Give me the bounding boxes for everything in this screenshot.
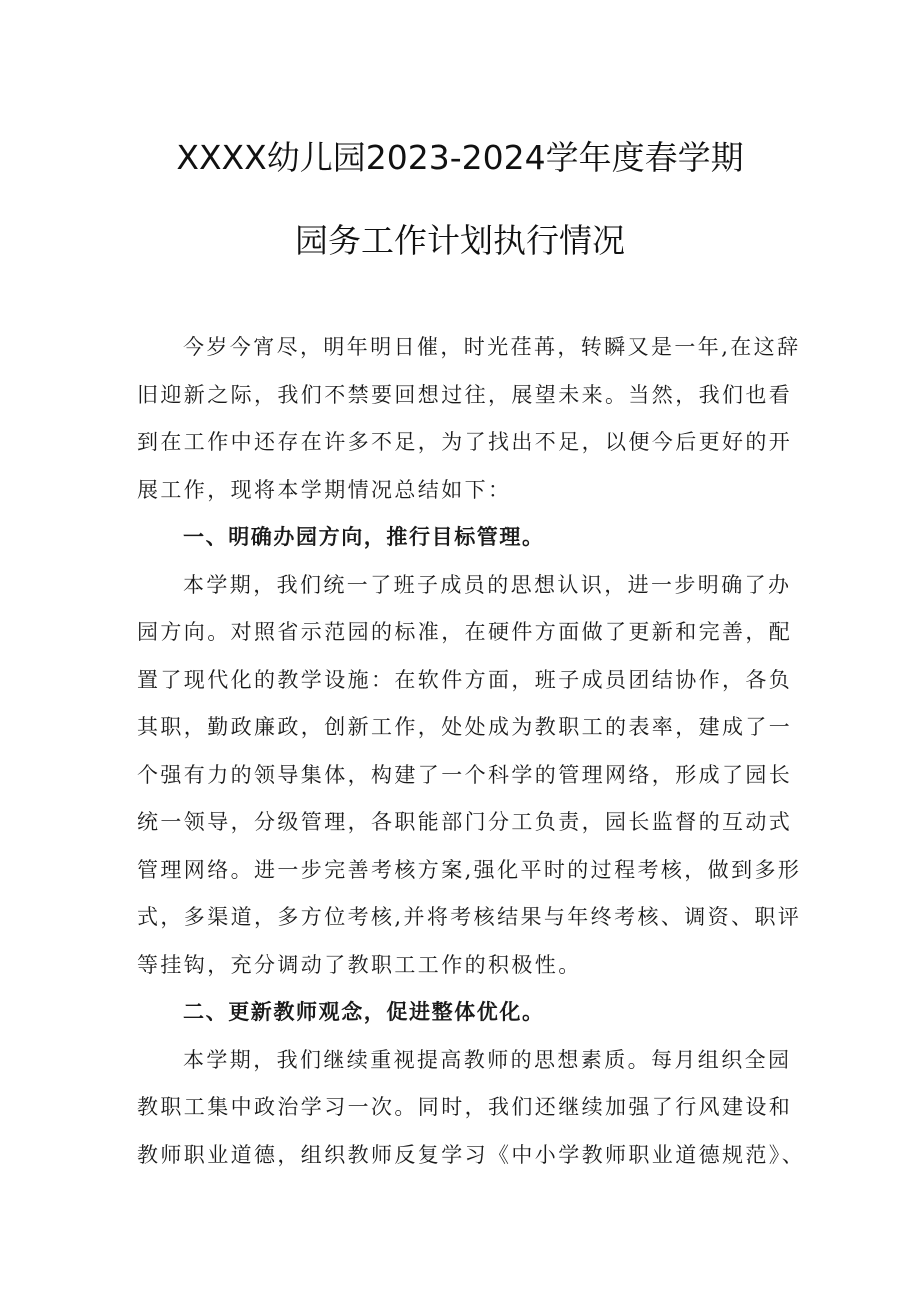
paragraph-management <box>137 562 802 990</box>
paragraph-line: 教师职业道德，组织教师反复学习《中小学教师职业道德规范》、 <box>137 1142 806 1167</box>
paragraph-teachers <box>137 1037 806 1180</box>
paragraph-line: 式，多渠道，多方位考核,并将考核结果与年终考核、调资、职评 <box>137 905 802 929</box>
paragraph-line: 本学期，我们统一了班子成员的思想认识，进一步明确了办 <box>183 572 792 597</box>
document-title-line-2: 园务工作计划执行情况 <box>295 221 625 260</box>
section-heading-1: 一、明确办园方向，推行目标管理。 <box>183 525 545 549</box>
paragraph-line: 管理网络。进一步完善考核方案,强化平时的过程考核，做到多形 <box>137 857 802 882</box>
paragraph-line: 园方向。对照省示范园的标准，在硬件方面做了更新和完善，配 <box>137 620 793 644</box>
document-title-line-1: XXXX幼儿园2023-2024学年度春学期 <box>176 138 744 177</box>
paragraph-line: 教职工集中政治学习一次。同时，我们还继续加强了行风建设和 <box>137 1095 793 1119</box>
paragraph-line: 等挂钩，充分调动了教职工工作的积极性。 <box>137 952 582 977</box>
paragraph-line: 个强有力的领导集体，构建了一个科学的管理网络，形成了园长 <box>137 762 793 787</box>
paragraph-line: 到在工作中还存在许多不足，为了找出不足，以便今后更好的开 <box>137 430 793 454</box>
document-body <box>137 324 806 1179</box>
paragraph-line: 展工作，现将本学期情况总结如下： <box>137 477 512 502</box>
paragraph-line: 统一领导，分级管理，各职能部门分工负责，园长监督的互动式 <box>137 810 793 834</box>
paragraph-line: 置了现代化的教学设施：在软件方面，班子成员团结协作，各负 <box>137 667 793 692</box>
section-heading-2: 二、更新教师观念，促进整体优化。 <box>183 1000 545 1024</box>
paragraph-intro <box>137 324 801 514</box>
paragraph-line: 本学期，我们继续重视提高教师的思想素质。每月组织全园 <box>183 1047 792 1072</box>
paragraph-line: 今岁今宵尽，明年明日催，时光荏苒，转瞬又是一年,在这辞 <box>183 335 801 359</box>
paragraph-line: 其职，勤政廉政，创新工作，处处成为教职工的表率，建成了一 <box>137 715 793 739</box>
paragraph-line: 旧迎新之际，我们不禁要回想过往，展望未来。当然，我们也看 <box>137 382 793 407</box>
